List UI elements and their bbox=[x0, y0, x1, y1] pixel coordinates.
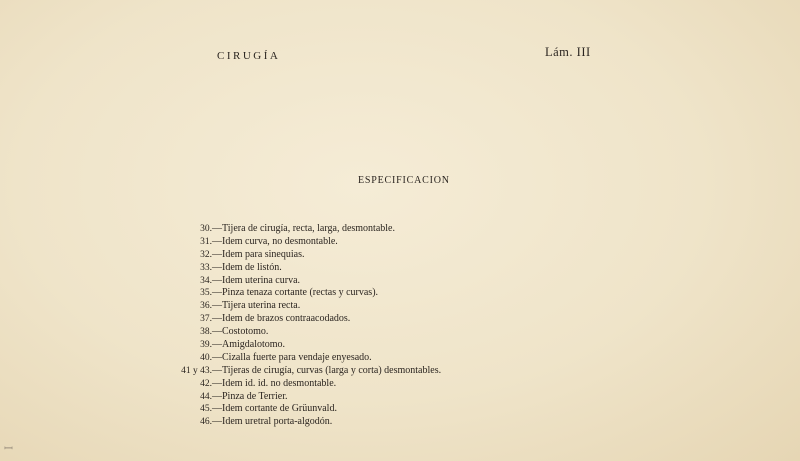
item-text: Idem de listón. bbox=[222, 261, 282, 273]
item-separator: — bbox=[212, 261, 222, 273]
item-text: Idem de brazos contraacodados. bbox=[222, 313, 351, 325]
section-title: CIRUGÍA bbox=[217, 50, 281, 62]
list-item bbox=[172, 223, 532, 236]
item-separator: — bbox=[212, 326, 222, 338]
item-number: 37. bbox=[200, 314, 212, 325]
list-item bbox=[172, 339, 532, 352]
item-text: Idem id. id. no desmontable. bbox=[222, 377, 337, 389]
item-number: 38. bbox=[200, 327, 212, 338]
item-separator: — bbox=[212, 313, 222, 325]
item-text: Pinza tenaza cortante (rectas y curvas). bbox=[222, 287, 379, 299]
list-item bbox=[172, 352, 532, 365]
item-separator: — bbox=[212, 351, 222, 363]
item-text: Amigdalotomo. bbox=[222, 339, 286, 351]
item-number: 32. bbox=[200, 249, 212, 260]
item-number: 31. bbox=[200, 236, 212, 247]
item-text: Costotomo. bbox=[222, 326, 269, 338]
item-text: Tijera uterina recta. bbox=[222, 300, 301, 312]
item-separator: — bbox=[212, 300, 222, 312]
item-number: 44. bbox=[200, 391, 212, 402]
item-number: 40. bbox=[200, 352, 212, 363]
item-separator: — bbox=[212, 339, 222, 351]
list-item bbox=[172, 313, 532, 326]
item-separator: — bbox=[212, 248, 222, 260]
item-number: 30. bbox=[200, 224, 212, 234]
item-text: Pinza de Terrier. bbox=[222, 390, 288, 402]
item-separator: — bbox=[212, 390, 222, 402]
item-number: 42. bbox=[200, 378, 212, 389]
item-text: Idem curva, no desmontable. bbox=[222, 235, 338, 247]
list-item bbox=[172, 236, 532, 249]
item-number: 41 y 43. bbox=[181, 365, 212, 376]
list-item bbox=[172, 378, 532, 391]
item-separator: — bbox=[212, 235, 222, 247]
item-separator: — bbox=[212, 403, 222, 415]
item-number: 33. bbox=[200, 262, 212, 273]
item-number: 34. bbox=[200, 275, 212, 286]
item-separator: — bbox=[212, 287, 222, 299]
list-item bbox=[172, 403, 532, 416]
item-number: 46. bbox=[200, 417, 212, 428]
item-number: 35. bbox=[200, 288, 212, 299]
specification-heading: ESPECIFICACION bbox=[358, 175, 450, 186]
list-item bbox=[172, 365, 532, 378]
item-separator: — bbox=[212, 416, 222, 428]
item-separator: — bbox=[212, 377, 222, 389]
item-separator: — bbox=[212, 274, 222, 286]
item-text: Tijeras de cirugía, curvas (larga y corta) desmontables. bbox=[222, 364, 442, 376]
item-text: Idem cortante de Grüunvald. bbox=[222, 403, 337, 415]
plate-number: Lám. III bbox=[545, 45, 591, 59]
list-item bbox=[172, 300, 532, 313]
list-item bbox=[172, 416, 532, 429]
list-item bbox=[172, 287, 532, 300]
item-text: Cizalla fuerte para vendaje enyesado. bbox=[222, 351, 372, 363]
corner-mark: ꟷ bbox=[4, 443, 13, 455]
list-item bbox=[172, 391, 532, 404]
item-number: 45. bbox=[200, 404, 212, 415]
specification-list bbox=[172, 223, 532, 429]
list-item bbox=[172, 262, 532, 275]
item-text: Idem para sinequias. bbox=[222, 248, 305, 260]
item-separator: — bbox=[212, 364, 222, 376]
item-text: Idem uretral porta-algodón. bbox=[222, 416, 333, 428]
list-item bbox=[172, 275, 532, 288]
item-text: Tijera de cirugía, recta, larga, desmontable. bbox=[222, 223, 395, 234]
item-number: 36. bbox=[200, 301, 212, 312]
item-text: Idem uterina curva. bbox=[222, 274, 301, 286]
list-item bbox=[172, 249, 532, 262]
item-number: 39. bbox=[200, 340, 212, 351]
item-separator: — bbox=[212, 223, 222, 234]
list-item bbox=[172, 326, 532, 339]
